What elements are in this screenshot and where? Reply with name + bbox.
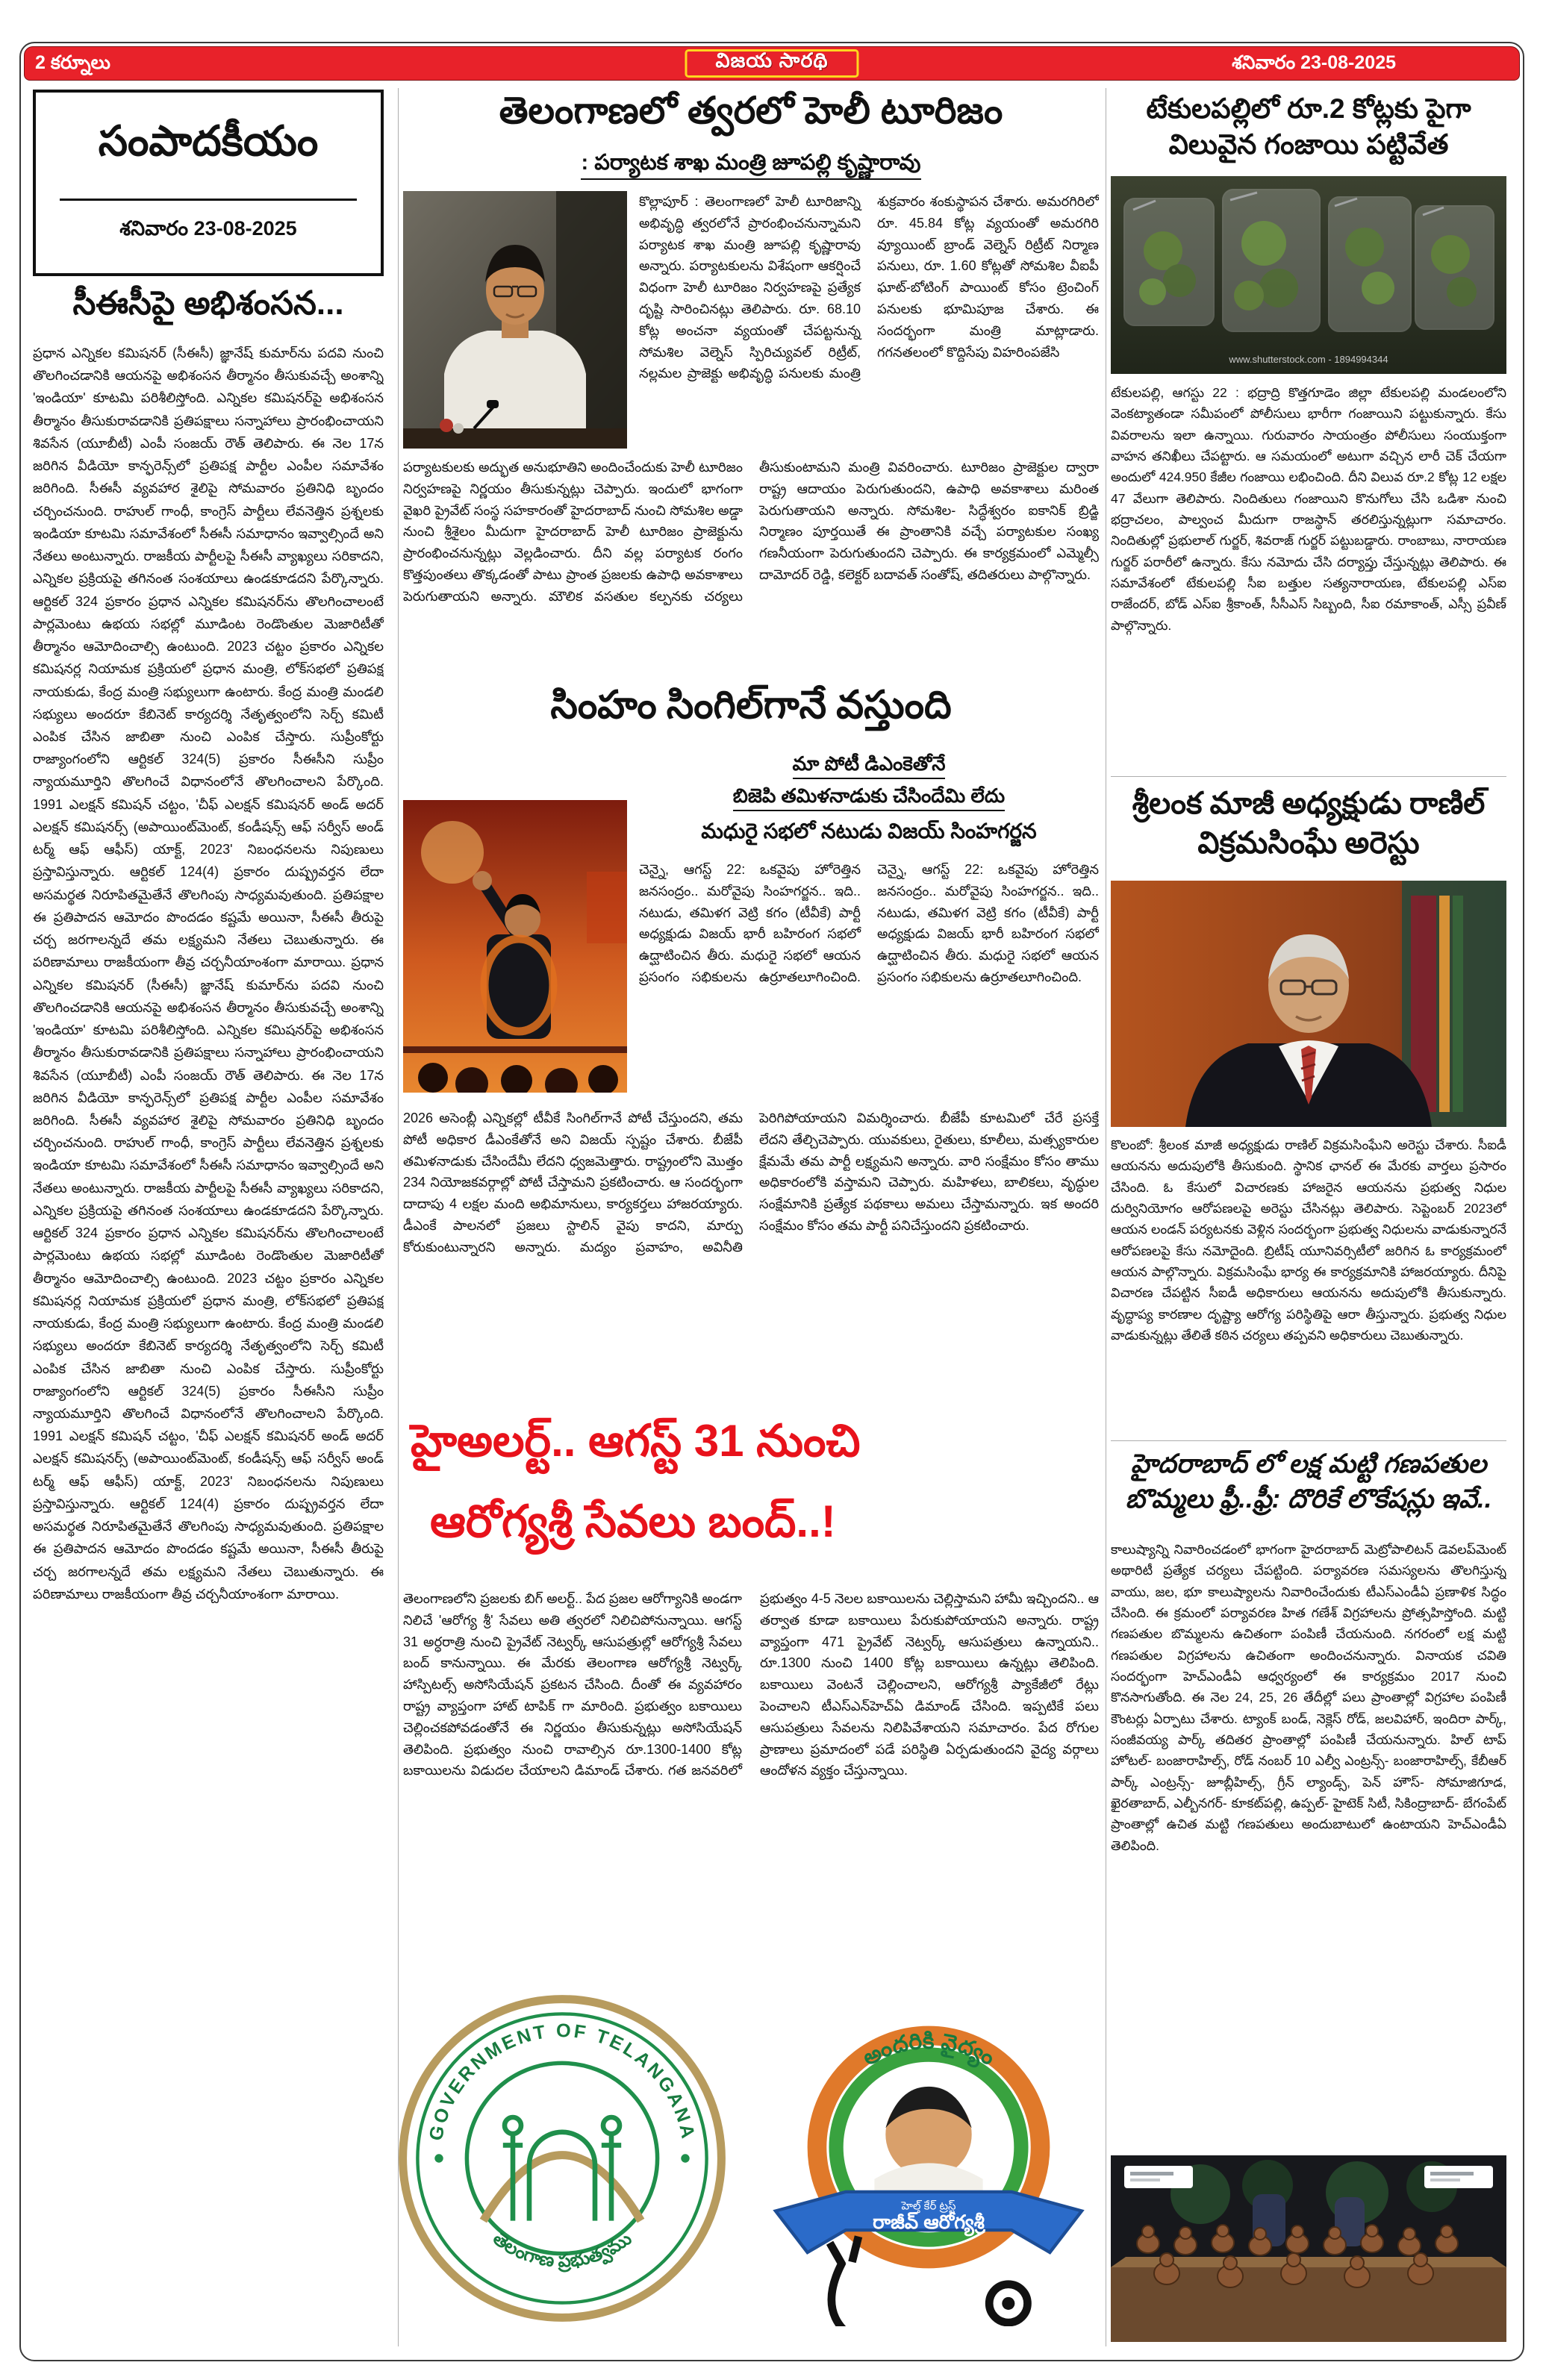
ranil-body: కొలంబో: శ్రీలంక మాజీ అధ్యక్షుడు రాణిల్ విక్రమసింఘేని అరెస్టు చేశారు. సీఐడీ ఆయనను అదుపులోకి తీసుకుంది. స్థానిక ఛానల్ ఈ మేరకు వార్తలు ప్రసారం చేసింది. ఓ కేసులో విచారణకు హాజరైన ఆయనను ప్రభుత్వ నిధుల దుర్వినియోగం ఆరోపణలపై అరెస్టు చేసినట్లు తెలిపారు. సెప్టెంబర్ 2023లో ఆయన లండన్ పర్యటనకు వెళ్లిన సందర్భంగా ప్రభుత్వ నిధులను వాడుకున్నారనే ఆరోపణలపై కేసు నమోదైంది. బ్రిటీష్ యూనివర్సిటీలో జరిగిన ఓ కార్యక్రమంలో ఆయన పాల్గొన్నారు. విక్రమసింఘే భార్య ఈ కార్యక్రమానికి హాజరయ్యారు. దీనిపై విచారణ చేపట్టిన సీఐడీ అధికారులు ఆయనను అదుపులోకి తీసుకున్నారు. వృద్ధాప్య కారణాల దృష్ట్యా ఆరోగ్య పరిస్థితిపై ఆరా తీస్తున్నారు. ప్రభుత్వ నిధుల వాడుకున్నట్లు తేలితే కఠిన చర్యలు తప్పవని అధికారులు చెబుతున్నారు.: [1111, 1137, 1506, 1343]
ranil-photo: [1111, 881, 1506, 1127]
right-column-separator: [1111, 1440, 1506, 1441]
ganesh-headline: హైదరాబాద్ లో లక్ష మట్టి గణపతుల బొమ్మలు ఫ్రీ..ఫ్రీ: దొరికే లొకేషన్లు ఇవే..: [1125, 1449, 1492, 1514]
minister-photo: [403, 191, 627, 449]
ganja-photo: [1111, 176, 1506, 374]
simham-subhead-3: మధురై సభలో నటుడు విజయ్ సింహగర్జన: [701, 819, 1037, 843]
simham-subheads: [639, 748, 1099, 1102]
ranil-headline: శ్రీలంక మాజీ అధ్యక్షుడు రాణిల్ విక్రమసింఘే అరెస్టు: [1132, 786, 1486, 861]
telangana-emblem: [398, 1994, 726, 2323]
arogya-logo-top-text: అందరికి వైద్యం: [858, 2028, 998, 2071]
arogya-logo-small-text: హెల్త్ కేర్ ట్రస్ట్: [901, 2199, 956, 2213]
page-number-label: 2 కర్నూలు: [35, 52, 110, 73]
editorial-title: సంపాదకీయం: [98, 119, 319, 165]
simham-lead-row: [403, 748, 1099, 1102]
vijay-photo: [403, 748, 627, 1102]
ganja-body: టేకులపల్లి, ఆగస్టు 22 : భద్రాద్రి కొత్తగూడెం జిల్లా టేకులపల్లి మండలంలోని వెంకట్యాతండా సమీపంలో పోలీసులు భారీగా గంజాయిని పట్టుకున్నారు. కేసు వివరాలను ఇలా ఉన్నాయి. గురువారం సాయంత్రం పోలీసులు సంయుక్తంగా వాహన తనిఖీలు చేపట్టారు. ఆ సమయంలో అటుగా వచ్చిన లారీ చెక్ చేయగా అందులో 424.950 కేజీల గంజాయి లభించింది. దీని విలువ రూ.2 కోట్ల 12 లక్షల 47 వేలుగా తెలిపారు. నిందితులు గంజాయిని కొనుగోలు చేసి ఒడిశా నుంచి భద్రాచలం, పాల్వంచ మీదుగా రాజస్థాన్ తరలిస్తున్నట్లుగా సమాచారం. నిందితుల్లో ప్రభులాల్ గుర్జర్, శివరాజ్ గుర్జర్ పట్టుబడ్డారు. రాంబాబు, నారాయణ గుర్జర్ పరారీలో ఉన్నారు. కేసు నమోదు చేసి దర్యాప్తు చేస్తున్నట్లు తెలిపారు. ఈ సమావేశంలో టేకులపల్లి సీఐ బత్తుల సత్యనారాయణ, టేకులపల్లి ఎస్ఐ రాజేందర్, బోడ్ ఎస్ఐ శ్రీకాంత్, సీసీఎస్ సిబ్బంది, సీఐ రమాకాంత్, ఎస్సీ ప్రవీణ్ పాల్గొన్నారు.: [1111, 385, 1506, 633]
banner-date: శనివారం 23-08-2025: [1232, 52, 1396, 73]
emblem-bottom-text: తెలంగాణ ప్రభుత్వము: [489, 2228, 636, 2272]
masthead-box: [685, 49, 858, 78]
editorial-box: [33, 90, 384, 276]
simham-subhead-1: మా పోటీ డిఎంకెతోనే: [639, 752, 1099, 780]
rajiv-arogyasri-logo: [753, 1990, 1104, 2326]
editorial-divider: [60, 199, 356, 201]
heli-article-headline: తెలంగాణలో త్వరలో హెలీ టూరిజం: [499, 90, 1003, 131]
arogya-logo-ribbon-text: రాజీవ్ ఆరోగ్యశ్రీ: [873, 2212, 985, 2233]
editorial-body: ప్రధాన ఎన్నికల కమిషనర్ (సీఈసీ) జ్ఞానేష్ కుమార్‌ను పదవి నుంచి తొలగించడానికి ఆయనపై అభిశంసన తీర్మానం తీసుకువచ్చే అంశాన్ని 'ఇండియా' కూటమి పరిశీలిస్తోంది. ఎన్నికల కమిషనర్‌పై అభిశంసన తీర్మానం తీసుకురావడానికి ప్రతిపక్షాలు సన్నాహాలు ప్రారంభించాయని శివసేన (యూబీటీ) ఎంపీ సంజయ్ రౌత్ తెలిపారు. ఈ నెల 17న జరిగిన వీడియో కాన్ఫరెన్స్‌లో ప్రతిపక్ష పార్టీల ఎంపీల సమావేశం జరిగింది. సీఈసీ వ్యవహార శైలిపై సోమవారం ప్రతినిధి బృందం చర్చించనుంది. రాహుల్ గాంధీ, కాంగ్రెస్ పార్టీలు లేవనెత్తిన ప్రశ్నలకు ఇండియా కూటమి సమావేశంలో సీఈసీ సమాధానం ఇవ్వాల్సిందే అని నేతలు అంటున్నారు. రాజకీయ పార్టీలపై సీఈసీ వ్యాఖ్యలు సరికాదని, ఎన్నికల ప్రక్రియపై తగినంత సంశయాలు ఉండకూడదని పేర్కొన్నారు. ఆర్టికల్ 324 ప్రకారం ప్రధాన ఎన్నికల కమిషనర్‌ను తొలగించాలంటే పార్లమెంటు ఉభయ సభల్లో మూడింట రెండొంతుల మెజారిటీతో తీర్మానం ఆమోదించాల్సి ఉంటుంది. 2023 చట్టం ప్రకారం ఎన్నికల కమిషనర్ల నియామక ప్రక్రియలో ప్రధాన మంత్రి, లోక్‌సభలో ప్రతిపక్ష నాయకుడు, కేంద్ర మంత్రి సభ్యులుగా ఉంటారు. కేంద్ర మంత్రి మండలి సభ్యులు అందరూ కేబినెట్ కార్యదర్శి నేతృత్వంలోని సెర్చ్ కమిటీ ఎంపిక చేసిన జాబితా నుంచి ఎంపిక చేస్తారు. సుప్రీంకోర్టు రాజ్యాంగంలోని ఆర్టికల్ 324(5) ప్రకారం సీఈసీని సుప్రీం న్యాయమూర్తిని తొలగించే విధానంలోనే తొలగించాలని పేర్కొంది. 1991 ఎలక్షన్ కమిషన్ చట్టం, 'చీఫ్ ఎలక్షన్ కమిషనర్ అండ్ అదర్ ఎలక్షన్ కమిషనర్స్ (అపాయింట్‌మెంట్, కండీషన్స్ ఆఫ్ సర్వీస్ అండ్ టర్మ్ ఆఫ్ ఆఫీస్) యాక్ట్, 2023' నిబంధనలను నిపుణులు ప్రస్తావిస్తున్నారు. ఆర్టికల్ 124(4) ప్రకారం దుష్ప్రవర్తన లేదా అసమర్థత నిరూపితమైతేనే తొలగింపు సాధ్యమవుతుంది. ప్రతిపక్షాల ఈ ప్రతిపాదన ఆమోదం పొందడం కష్టమే అయినా, సీఈసీ తీరుపై చర్చ జరగాలన్నదే తమ లక్ష్యమని నేతలు చెబుతున్నారు. ఈ పరిణామాలు రాజకీయంగా తీవ్ర చర్చనీయాంశంగా మారాయి. ప్రధాన ఎన్నికల కమిషనర్ (సీఈసీ) జ్ఞానేష్ కుమార్‌ను పదవి నుంచి తొలగించడానికి ఆయనపై అభిశంసన తీర్మానం తీసుకువచ్చే అంశాన్ని 'ఇండియా' కూటమి పరిశీలిస్తోంది. ఎన్నికల కమిషనర్‌పై అభిశంసన తీర్మానం తీసుకురావడానికి ప్రతిపక్షాలు సన్నాహాలు ప్రారంభించాయని శివసేన (యూబీటీ) ఎంపీ సంజయ్ రౌత్ తెలిపారు. ఈ నెల 17న జరిగిన వీడియో కాన్ఫరెన్స్‌లో ప్రతిపక్ష పార్టీల ఎంపీల సమావేశం జరిగింది. సీఈసీ వ్యవహార శైలిపై సోమవారం ప్రతినిధి బృందం చర్చించనుంది. రాహుల్ గాంధీ, కాంగ్రెస్ పార్టీలు లేవనెత్తిన ప్రశ్నలకు ఇండియా కూటమి సమావేశంలో సీఈసీ సమాధానం ఇవ్వాల్సిందే అని నేతలు అంటున్నారు. రాజకీయ పార్టీలపై సీఈసీ వ్యాఖ్యలు సరికాదని, ఎన్నికల ప్రక్రియపై తగినంత సంశయాలు ఉండకూడదని పేర్కొన్నారు. ఆర్టికల్ 324 ప్రకారం ప్రధాన ఎన్నికల కమిషనర్‌ను తొలగించాలంటే పార్లమెంటు ఉభయ సభల్లో మూడింట రెండొంతుల మెజారిటీతో తీర్మానం ఆమోదించాల్సి ఉంటుంది. 2023 చట్టం ప్రకారం ఎన్నికల కమిషనర్ల నియామక ప్రక్రియలో ప్రధాన మంత్రి, లోక్‌సభలో ప్రతిపక్ష నాయకుడు, కేంద్ర మంత్రి సభ్యులుగా ఉంటారు. కేంద్ర మంత్రి మండలి సభ్యులు అందరూ కేబినెట్ కార్యదర్శి నేతృత్వంలోని సెర్చ్ కమిటీ ఎంపిక చేసిన జాబితా నుంచి ఎంపిక చేస్తారు. సుప్రీంకోర్టు రాజ్యాంగంలోని ఆర్టికల్ 324(5) ప్రకారం సీఈసీని సుప్రీం న్యాయమూర్తిని తొలగించే విధానంలోనే తొలగించాలని పేర్కొంది. 1991 ఎలక్షన్ కమిషన్ చట్టం, 'చీఫ్ ఎలక్షన్ కమిషనర్ అండ్ అదర్ ఎలక్షన్ కమిషనర్స్ (అపాయింట్‌మెంట్, కండీషన్స్ ఆఫ్ సర్వీస్ అండ్ టర్మ్ ఆఫ్ ఆఫీస్) యాక్ట్, 2023' నిబంధనలను నిపుణులు ప్రస్తావిస్తున్నారు. ఆర్టికల్ 124(4) ప్రకారం దుష్ప్రవర్తన లేదా అసమర్థత నిరూపితమైతేనే తొలగింపు సాధ్యమవుతుంది. ప్రతిపక్షాల ఈ ప్రతిపాదన ఆమోదం పొందడం కష్టమే అయినా, సీఈసీ తీరుపై చర్చ జరగాలన్నదే తమ లక్ష్యమని నేతలు చెబుతున్నారు. ఈ పరిణామాలు రాజకీయంగా తీవ్ర చర్చనీయాంశంగా మారాయి.: [33, 346, 384, 1602]
editorial-date: శనివారం 23-08-2025: [119, 217, 297, 240]
shutterstock-watermark: www.shutterstock.com - 1894994344: [1229, 354, 1388, 365]
arogyasri-body: తెలంగాణలోని ప్రజలకు బిగ్ అలర్ట్.. పేద ప్రజల ఆరోగ్యానికి అండగా నిలిచే 'ఆరోగ్య శ్రీ' సేవలు అతి త్వరలో నిలిచిపోనున్నాయి. ఆగస్ట్ 31 అర్ధరాత్రి నుంచి ప్రైవేట్ నెట్వర్క్ ఆసుపత్రుల్లో ఆరోగ్యశ్రీ సేవలు బంద్ కానున్నాయి. ఈ మేరకు తెలంగాణ ఆరోగ్యశ్రీ నెట్వర్క్ హాస్పిటల్స్ అసోసియేషన్ ప్రకటన చేసింది. దీంతో ఈ వ్యవహారం రాష్ట్ర వ్యాప్తంగా హాట్ టాపిక్ గా మారింది. ప్రభుత్వం బకాయిలు చెల్లించకపోవడంతోనే ఈ నిర్ణయం తీసుకున్నట్లు అసోసియేషన్ తెలిపింది. ప్రభుత్వం నుంచి రావాల్సిన రూ.1300-1400 కోట్ల బకాయిలను విడుదల చేయాలని డిమాండ్ చేశారు. గత జనవరిలో ప్రభుత్వం 4-5 నెలల బకాయిలను చెల్లిస్తామని హామీ ఇచ్చిందని.. ఆ తర్వాత కూడా బకాయిలు పేరుకుపోయాయని అన్నారు. రాష్ట్ర వ్యాప్తంగా 471 ప్రైవేట్ నెట్వర్క్ ఆసుపత్రులు ఉన్నాయని.. రూ.1300 నుంచి 1400 కోట్ల బకాయిలు ఉన్నట్లు తెలిపింది. బకాయిలు వెంటనే చెల్లించాలని, ఆరోగ్యశ్రీ ప్యాకేజీలో రేట్లు పెంచాలని టీఎస్ఎన్‌హెచ్ఏ డిమాండ్ చేసింది. ఇప్పటికే పలు ఆసుపత్రులు సేవలను నిలిపివేశాయని సమాచారం. పేద రోగుల ప్రాణాలు ప్రమాదంలో పడే పరిస్థితి ఏర్పడుతుందని వైద్య వర్గాలు ఆందోళన వ్యక్తం చేస్తున్నాయి.: [403, 1591, 1099, 1778]
simham-headline: సింహం సింగిల్‌గానే వస్తుంది: [550, 684, 952, 727]
logo-row: [403, 1979, 1099, 2337]
arogyasri-headline-line2: ఆరోగ్యశ్రీ సేవలు బంద్..!: [430, 1496, 836, 1546]
heli-article-lead-row: [403, 191, 1099, 449]
top-banner: [24, 46, 1520, 81]
masthead-title: విజయ సారథి: [715, 49, 829, 72]
arogyasri-headline-line1: హైఅలర్ట్.. ఆగస్ట్ 31 నుంచి: [411, 1416, 861, 1466]
simham-lead: చెన్నై, ఆగస్ట్ 22: ఒకవైపు హోరెత్తిన జనసంద్రం.. మరోవైపు సింహగర్జన.. ఇది.. నటుడు, తమిళగ వెట్రి కగం (టీవీకే) పార్టీ అధ్యక్షుడు విజయ్ భారీ బహిరంగ సభలో ఉద్ఘాటించిన తీరు. మధురై సభలో ఆయన ప్రసంగం సభికులను ఉర్రూతలూగించింది. చెన్నై, ఆగస్ట్ 22: ఒకవైపు హోరెత్తిన జనసంద్రం.. మరోవైపు సింహగర్జన.. ఇది.. నటుడు, తమిళగ వెట్రి కగం (టీవీకే) పార్టీ అధ్యక్షుడు విజయ్ భారీ బహిరంగ సభలో ఉద్ఘాటించిన తీరు. మధురై సభలో ఆయన ప్రసంగం సభికులను ఉర్రూతలూగించింది.: [639, 862, 1099, 984]
simham-body: 2026 అసెంబ్లీ ఎన్నికల్లో టీవీకే సింగిల్‌గానే పోటీ చేస్తుందని, తమ పోటీ అధికార డీఎంకేతోనే అని విజయ్ స్పష్టం చేశారు. బీజేపీ తమిళనాడుకు చేసిందేమీ లేదని ధ్వజమెత్తారు. రాష్ట్రంలోని మొత్తం 234 నియోజకవర్గాల్లో పోటీ చేస్తామని ప్రకటించారు. ఆ సందర్భంగా దాదాపు 4 లక్షల మంది అభిమానులు, కార్యకర్తలు హాజరయ్యారు. డీఎంకే పాలనలో ప్రజలు స్టాలిన్ వైపు కాదని, మార్పు కోరుకుంటున్నారని అన్నారు. మద్యం ప్రవాహం, అవినీతి పెరిగిపోయాయని విమర్శించారు. బీజేపీ కూటమిలో చేరే ప్రసక్తే లేదని తేల్చిచెప్పారు. యువకులు, రైతులు, కూలీలు, మత్స్యకారుల క్షేమమే తమ పార్టీ లక్ష్యమని అన్నారు. వారి సంక్షేమం కోసం తాము అధికారంలోకి వస్తామని చెప్పారు. మహిళలు, బాలికలు, వృద్ధుల సంక్షేమానికి ప్రత్యేక పథకాలు అమలు చేస్తామన్నారు. ఇక అందరి సంక్షేమం కోసం తమ పార్టీ పనిచేస్తుందని ప్రకటించారు.: [403, 1111, 1099, 1255]
heli-article-subtitle: : పర్యాటక శాఖ మంత్రి జూపల్లి కృష్ణారావు: [403, 151, 1099, 181]
heli-article-body: పర్యాటకులకు అద్భుత అనుభూతిని అందించేందుకు హెలీ టూరిజం నిర్వహణపై నిర్ణయం తీసుకున్నట్లు చెప్పారు. ఇందులో భాగంగా వైఖరి ప్రైవేట్ సంస్థ సహకారంతో హైదరాబాద్ నుంచి సోమశిల అడ్డా నుంచి శ్రీశైలం మీదుగా హైదరాబాద్ హెలీ టూరిజం ప్రాజెక్టును ప్రారంభించనున్నట్లు వెల్లడించారు. దీని వల్ల పర్యాటక రంగం కొత్తపుంతలు తొక్కడంతో పాటు ప్రాంత ప్రజలకు ఉపాధి అవకాశాలు పెరుగుతాయని అన్నారు. మౌలిక వసతుల కల్పనకు చర్యలు తీసుకుంటామని మంత్రి వివరించారు. టూరిజం ప్రాజెక్టుల ద్వారా రాష్ట్ర ఆదాయం పెరుగుతుందని, ఉపాధి అవకాశాలు మరింత పెరుగుతాయని అన్నారు. సోమశిల- సిద్ధేశ్వరం ఐకానిక్ బ్రిడ్జి నిర్మాణం పూర్తయితే ఈ ప్రాంతానికి వచ్చే పర్యాటకుల సంఖ్య గణనీయంగా పెరుగుతుందని చెప్పారు. ఈ కార్యక్రమంలో ఎమ్మెల్సీ దామోదర్ రెడ్డి, కలెక్టర్ బదావత్ సంతోష్, తదితరులు పాల్గొన్నారు.: [403, 460, 1099, 604]
right-column-separator: [1111, 776, 1506, 777]
ganja-headline: టేకులపల్లిలో రూ.2 కోట్లకు పైగా విలువైన గంజాయి పట్టివేత: [1146, 93, 1471, 160]
heli-article-lead: కొల్లాపూర్ : తెలంగాణలో హెలీ టూరిజాన్ని అభివృద్ధి త్వరలోనే ప్రారంభించనున్నామని పర్యాటక శాఖ మంత్రి జూపల్లి కృష్ణారావు అన్నారు. పర్యాటకులను విశేషంగా ఆకర్షించే విధంగా హెలీ టూరిజం నిర్వహణపై ప్రత్యేక దృష్టి సారించినట్లు తెలిపారు. రూ. 68.10 కోట్ల అంచనా వ్యయంతో చేపట్టనున్న సోమశిల వెల్నెస్ స్పిరిచ్యువల్ రిట్రీట్, నల్లమల ప్రాజెక్టు అభివృద్ధి పనులకు మంత్రి శుక్రవారం శంకుస్థాపన చేశారు. అమరగిరిలో రూ. 45.84 కోట్ల వ్యయంతో అమరగిరి వ్యూయింట్ బ్రాండ్ వెల్నెస్ రిట్రీట్ నిర్మాణ పనులు, రూ. 1.60 కోట్లతో సోమశిల వీఐపీ ఘాట్-బోటింగ్ పాయింట్ కోసం ట్రెంచింగ్ పనులకు భూమిపూజ చేశారు. ఈ సందర్భంగా మంత్రి మాట్లాడారు. గగనతలంలో కొద్దిసేపు విహరింపజేసి: [639, 194, 1099, 381]
ganesh-body: కాలుష్యాన్ని నివారించడంలో భాగంగా హైదరాబాద్ మెట్రోపాలిటన్ డెవలప్‌మెంట్ అథారిటీ ప్రత్యేక చర్యలు చేపట్టింది. పర్యావరణ సమస్యలను తొలగిస్తున్న వాయు, జల, భూ కాలుష్యాలను నివారించేందుకు టీఎస్ఎండీఏ ప్రణాళిక సిద్ధం చేసింది. ఈ క్రమంలో పర్యావరణ హిత గణేశ్ విగ్రహాలను ప్రోత్సహిస్తోంది. మట్టి గణపతుల బొమ్మలను ఉచితంగా పంపిణీ చేయనుంది. నగరంలో లక్ష మట్టి గణపతుల విగ్రహాలను ఉచితంగా అందించనున్నారు. వినాయక చవితి సందర్భంగా హెచ్ఎండీఏ ఆధ్వర్యంలో ఈ కార్యక్రమం 2017 నుంచి కొనసాగుతోంది. ఈ నెల 24, 25, 26 తేదీల్లో పలు ప్రాంతాల్లో విగ్రహాల పంపిణీ కౌంటర్లు ఏర్పాటు చేశారు. ట్యాంక్ బండ్, నెక్లెస్ రోడ్, జలవిహార్, ఇందిరా పార్క్, సంజీవయ్య పార్క్ తదితర ప్రాంతాల్లో పంపిణీ చేయనున్నారు. హిల్ టాప్ హోటల్- బంజారాహిల్స్, రోడ్ నంబర్ 10 ఎల్వీ ఎంట్రన్స్- బంజారాహిల్స్, కేబీఆర్ పార్క్ ఎంట్రన్స్- జూబ్లీహిల్స్, గ్రీన్ ల్యాండ్స్, పెన్ హౌస్- సోమాజిగూడ, ఖైరతాబాద్, ఎల్బీనగర్- కూకట్‌పల్లి, ఉప్పల్- హైటెక్ సిటీ, సికింద్రాబాద్- బేగంపేట్ ప్రాంతాల్లో ఉచిత మట్టి గణపతులు అందుబాటులో ఉంటాయని హెచ్ఎండీఏ తెలిపింది.: [1111, 1542, 1506, 1853]
emblem-top-text: GOVERNMENT OF TELANGANA: [425, 2020, 699, 2143]
ganesh-idols-photo: [1111, 2155, 1506, 2342]
simham-subhead-2: బిజెపి తమిళనాడుకు చేసిందేమి లేదు: [639, 784, 1099, 812]
editorial-headline: సీఈసీపై అభిశంసన...: [72, 285, 344, 322]
